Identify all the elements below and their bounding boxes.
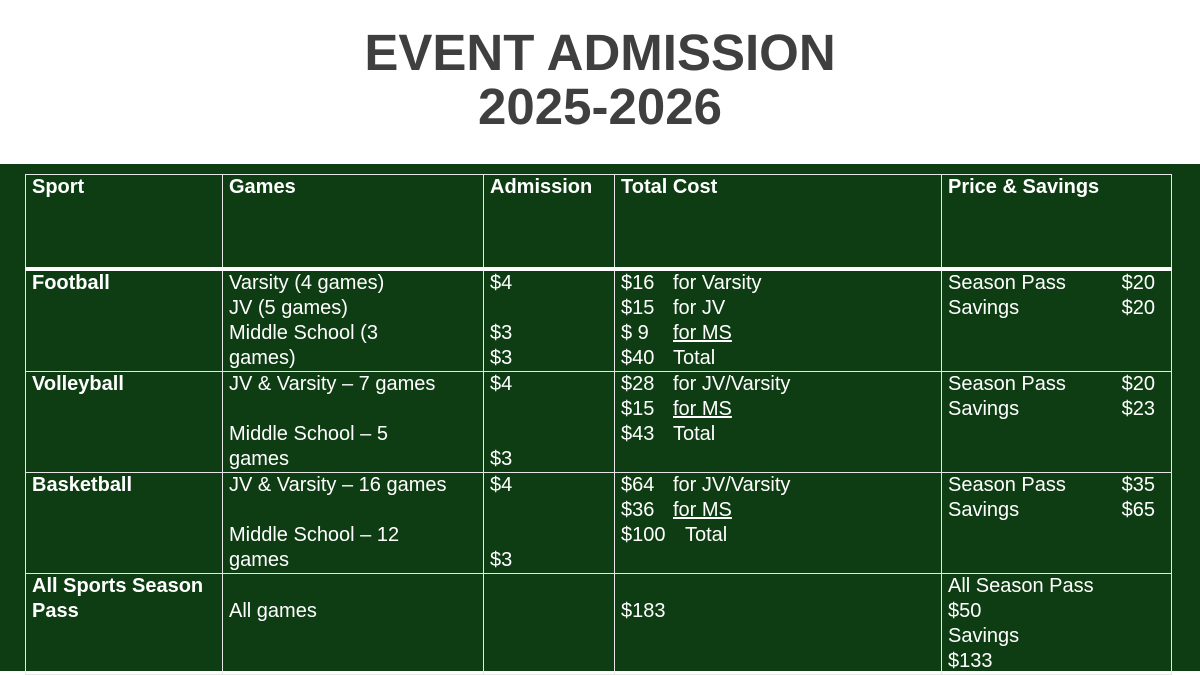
games-line: JV & Varsity – 16 games bbox=[229, 474, 447, 496]
games-line bbox=[229, 498, 477, 523]
cost-line: $183 bbox=[621, 600, 666, 622]
sport-cell: Volleyball bbox=[26, 372, 223, 473]
cost-label: for JV/Varsity bbox=[673, 474, 791, 496]
cost-label: for MS bbox=[673, 499, 732, 521]
cost-label: for MS bbox=[673, 322, 732, 344]
price-line bbox=[948, 372, 1165, 397]
cost-line bbox=[621, 473, 935, 498]
cost-line bbox=[621, 397, 935, 422]
price-value: $20 bbox=[1121, 272, 1155, 294]
table-row-all-sports bbox=[26, 574, 1172, 675]
table-row-football bbox=[26, 269, 1172, 372]
cost-label: Total bbox=[685, 524, 728, 546]
games-line: JV (5 games) bbox=[229, 297, 348, 319]
total-cost-cell bbox=[615, 372, 942, 473]
price-label: Savings bbox=[948, 499, 1020, 521]
header-sport: Sport bbox=[26, 175, 223, 270]
price-line bbox=[948, 498, 1165, 523]
cost-line bbox=[621, 321, 935, 346]
price-savings-cell bbox=[942, 372, 1172, 473]
cost-amount: $ 9 bbox=[621, 322, 649, 344]
total-cost-cell bbox=[615, 473, 942, 574]
cost-label: Total bbox=[673, 423, 716, 445]
cost-amount: $43 bbox=[621, 423, 655, 445]
cost-amount: $64 bbox=[621, 474, 655, 496]
games-cell bbox=[223, 372, 484, 473]
header-price-savings: Price & Savings bbox=[942, 175, 1172, 270]
total-cost-cell bbox=[615, 269, 942, 372]
page-title bbox=[0, 26, 1200, 134]
games-cell bbox=[223, 473, 484, 574]
cost-label: for Varsity bbox=[673, 272, 762, 294]
cost-line bbox=[621, 296, 935, 321]
cost-amount: $28 bbox=[621, 373, 655, 395]
admission-cell bbox=[484, 473, 615, 574]
admission-line: $4 bbox=[490, 474, 513, 496]
cost-line bbox=[621, 372, 935, 397]
cost-label: Total bbox=[673, 347, 716, 369]
cost-line bbox=[621, 271, 935, 296]
admission-line bbox=[490, 397, 608, 422]
total-cost-cell bbox=[615, 574, 942, 675]
price-savings-cell bbox=[942, 473, 1172, 574]
title-line-2: 2025-2026 bbox=[478, 78, 722, 135]
table-row-basketball bbox=[26, 473, 1172, 574]
admission-line: $3 bbox=[490, 549, 513, 571]
cost-label: for JV/Varsity bbox=[673, 373, 791, 395]
cost-line bbox=[621, 498, 935, 523]
price-value: $20 bbox=[1121, 297, 1155, 319]
cost-amount: $16 bbox=[621, 272, 655, 294]
header-total-cost: Total Cost bbox=[615, 175, 942, 270]
price-line: $50 bbox=[948, 600, 982, 622]
cost-amount: $100 bbox=[621, 524, 666, 546]
sport-cell: All Sports Season Pass bbox=[26, 574, 223, 675]
price-label: Season Pass bbox=[948, 373, 1066, 395]
cost-amount: $15 bbox=[621, 398, 655, 420]
sport-cell: Football bbox=[26, 269, 223, 372]
price-label: Savings bbox=[948, 297, 1020, 319]
price-label: Savings bbox=[948, 398, 1020, 420]
title-line-1: EVENT ADMISSION bbox=[364, 24, 836, 81]
admission-table bbox=[25, 174, 1172, 675]
price-savings-cell bbox=[942, 269, 1172, 372]
cost-line bbox=[621, 422, 935, 447]
price-value: $20 bbox=[1121, 373, 1155, 395]
cost-line bbox=[621, 523, 935, 548]
table-row-volleyball bbox=[26, 372, 1172, 473]
admission-line: $4 bbox=[490, 272, 513, 294]
admission-cell bbox=[484, 574, 615, 675]
price-savings-cell bbox=[942, 574, 1172, 675]
admission-cell bbox=[484, 269, 615, 372]
games-line: JV & Varsity – 7 games bbox=[229, 373, 436, 395]
price-line bbox=[948, 296, 1165, 321]
admission-line: $4 bbox=[490, 373, 513, 395]
games-line: games) bbox=[229, 347, 296, 369]
admission-line bbox=[490, 422, 608, 447]
admission-line: $3 bbox=[490, 347, 513, 369]
admission-line bbox=[490, 296, 608, 321]
cost-amount: $40 bbox=[621, 347, 655, 369]
admission-cell bbox=[484, 372, 615, 473]
price-line: Savings bbox=[948, 625, 1020, 647]
cost-label: for MS bbox=[673, 398, 732, 420]
games-line: games bbox=[229, 549, 290, 571]
table-header-row bbox=[26, 175, 1172, 270]
price-line bbox=[948, 473, 1165, 498]
cost-amount: $36 bbox=[621, 499, 655, 521]
price-line: $133 bbox=[948, 650, 993, 672]
admission-line bbox=[490, 523, 608, 548]
admission-line: $3 bbox=[490, 322, 513, 344]
games-cell bbox=[223, 269, 484, 372]
admission-line: $3 bbox=[490, 448, 513, 470]
price-value: $65 bbox=[1121, 499, 1155, 521]
games-line: Middle School (3 bbox=[229, 322, 378, 344]
games-line: Middle School – 12 bbox=[229, 524, 400, 546]
sport-cell: Basketball bbox=[26, 473, 223, 574]
price-line: All Season Pass bbox=[948, 575, 1094, 597]
price-value: $35 bbox=[1121, 474, 1155, 496]
cost-label: for JV bbox=[673, 297, 726, 319]
games-cell bbox=[223, 574, 484, 675]
header-admission: Admission bbox=[484, 175, 615, 270]
games-line: Middle School – 5 bbox=[229, 423, 388, 445]
cost-amount: $15 bbox=[621, 297, 655, 319]
games-line: Varsity (4 games) bbox=[229, 272, 385, 294]
games-line: games bbox=[229, 448, 290, 470]
price-label: Season Pass bbox=[948, 272, 1066, 294]
header-games: Games bbox=[223, 175, 484, 270]
games-line: All games bbox=[229, 600, 317, 622]
price-line bbox=[948, 271, 1165, 296]
price-label: Season Pass bbox=[948, 474, 1066, 496]
price-line bbox=[948, 397, 1165, 422]
admission-line bbox=[490, 498, 608, 523]
games-line bbox=[229, 397, 477, 422]
cost-line bbox=[621, 346, 935, 371]
price-value: $23 bbox=[1121, 398, 1155, 420]
